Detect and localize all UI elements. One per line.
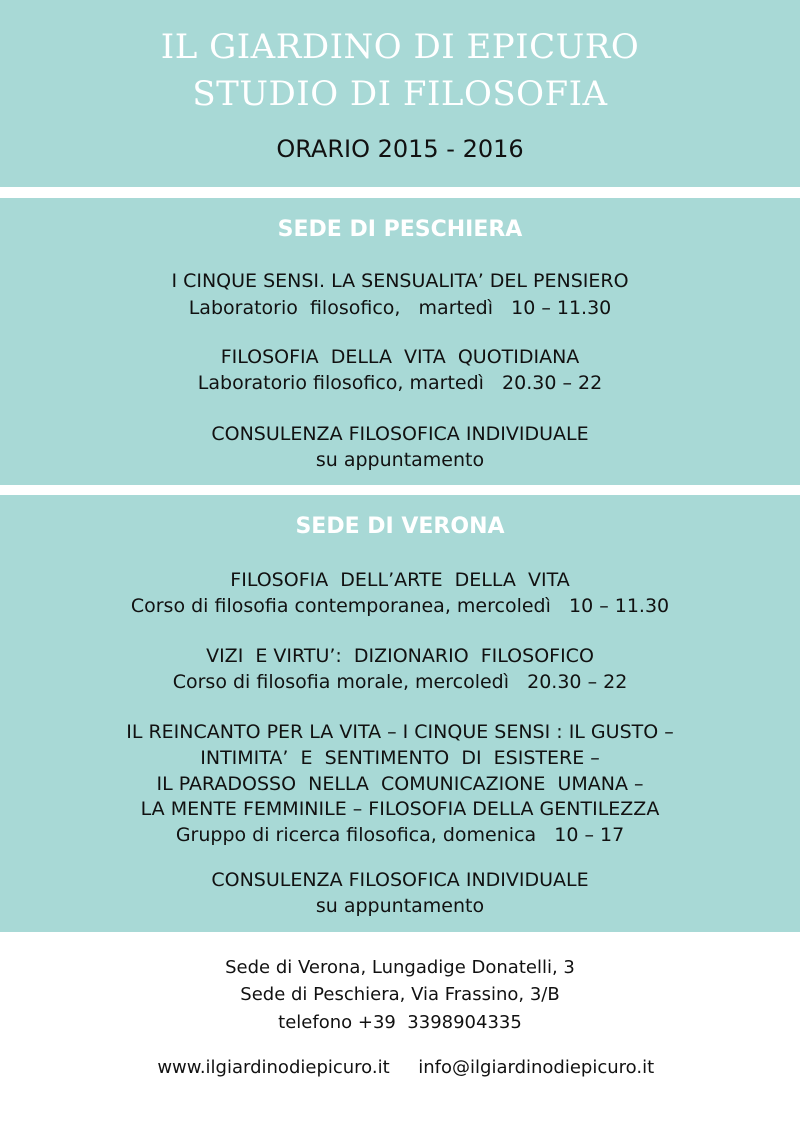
header-panel xyxy=(0,0,800,187)
verona-course-4-title: CONSULENZA FILOSOFICA INDIVIDUALE xyxy=(211,869,589,891)
verona-section xyxy=(0,495,800,932)
verona-course-3-title-line-1: IL REINCANTO PER LA VITA – I CINQUE SENSI : IL GUSTO – xyxy=(126,721,674,743)
page-title-line-1: IL GIARDINO DI EPICURO xyxy=(160,27,640,67)
address-verona: Sede di Verona, Lungadige Donatelli, 3 xyxy=(225,957,575,978)
peschiera-course-2-title: FILOSOFIA DELLA VITA QUOTIDIANA xyxy=(220,346,580,368)
schedule-year: ORARIO 2015 - 2016 xyxy=(276,135,524,163)
peschiera-course-3-title: CONSULENZA FILOSOFICA INDIVIDUALE xyxy=(211,423,589,445)
verona-course-3-title-line-2: INTIMITA’ E SENTIMENTO DI ESISTERE – xyxy=(200,747,600,769)
verona-course-3-title-line-3: IL PARADOSSO NELLA COMUNICAZIONE UMANA – xyxy=(156,773,644,795)
contact-separator xyxy=(390,1057,419,1078)
contact-row xyxy=(0,1041,800,1077)
verona-course-2-detail: Corso di filosofia morale, mercoledì 20.30 – 22 xyxy=(172,671,628,693)
verona-course-4-detail: su appuntamento xyxy=(315,895,485,917)
verona-course-1-title: FILOSOFIA DELL’ARTE DELLA VITA xyxy=(230,569,570,591)
address-peschiera: Sede di Peschiera, Via Frassino, 3/B xyxy=(240,984,560,1005)
peschiera-heading: SEDE DI PESCHIERA xyxy=(277,217,523,242)
peschiera-course-1-title: I CINQUE SENSI. LA SENSUALITA’ DEL PENSIERO xyxy=(171,270,629,292)
verona-course-3-detail: Gruppo di ricerca filosofica, domenica 10 – 17 xyxy=(175,824,625,846)
verona-course-2-title: VIZI E VIRTU’: DIZIONARIO FILOSOFICO xyxy=(206,645,594,667)
peschiera-course-2-detail: Laboratorio filosofico, martedì 20.30 – 22 xyxy=(197,372,603,394)
peschiera-course-3-detail: su appuntamento xyxy=(315,449,485,471)
verona-heading: SEDE DI VERONA xyxy=(295,514,505,539)
email-link[interactable]: info@ilgiardinodiepicuro.it xyxy=(418,1057,655,1078)
verona-course-1-detail: Corso di filosofia contemporanea, mercoledì 10 – 11.30 xyxy=(130,595,670,617)
peschiera-course-1-detail: Laboratorio filosofico, martedì 10 – 11.30 xyxy=(188,297,612,319)
phone-number: telefono +39 3398904335 xyxy=(278,1012,522,1033)
website-link[interactable]: www.ilgiardinodiepicuro.it xyxy=(157,1057,390,1078)
verona-course-3-title-line-4: LA MENTE FEMMINILE – FILOSOFIA DELLA GENTILEZZA xyxy=(140,798,660,820)
peschiera-section xyxy=(0,198,800,485)
page-title-line-2: STUDIO DI FILOSOFIA xyxy=(192,74,608,114)
